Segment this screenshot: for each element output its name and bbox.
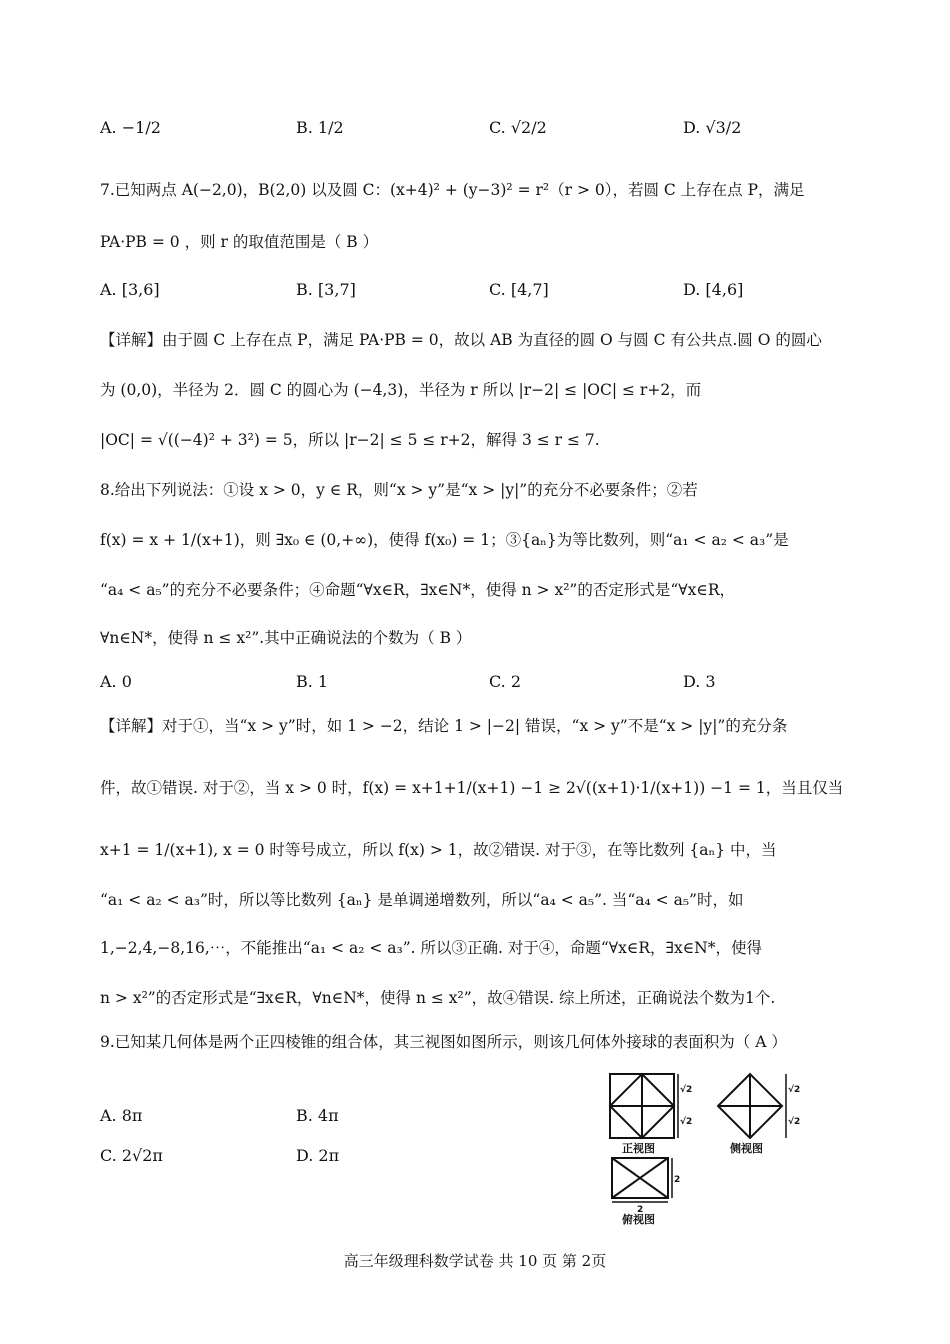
- side-view-drawing: [718, 1074, 786, 1138]
- top-dim-width: 2: [637, 1205, 644, 1215]
- q6-option-c: C. √2/2: [489, 118, 547, 137]
- top-view-label: 俯视图: [622, 1213, 655, 1226]
- page-footer: 高三年级理科数学试卷 共 10 页 第 2页: [343, 1252, 607, 1270]
- q8-stem-line1: 8.给出下列说法：①设 x > 0，y ∈ R，则“x > y”是“x > |y|”的充分不必要条件；②若: [100, 481, 698, 499]
- q9-option-c: C. 2√2π: [100, 1146, 163, 1165]
- q8-option-b: B. 1: [296, 672, 329, 691]
- q6-option-a: A. −1/2: [100, 118, 161, 137]
- side-dim-lower: √2: [788, 1117, 801, 1127]
- q7-option-c: C. [4,7]: [489, 280, 549, 299]
- top-view-drawing: [612, 1158, 672, 1202]
- q9-option-b: B. 4π: [296, 1106, 339, 1125]
- q8-stem-line3: “a₄ < a₅”的充分不必要条件；④命题“∀x∈R，∃x∈N*，使得 n > x²”的否定形式是“∀x∈R，: [100, 581, 735, 599]
- q8-detail-line5: 1,−2,4,−8,16,⋯，不能推出“a₁ < a₂ < a₃”. 所以③正确. 对于④，命题“∀x∈R，∃x∈N*，使得: [100, 939, 762, 957]
- q9-option-d: D. 2π: [296, 1146, 340, 1165]
- q8-option-d: D. 3: [683, 672, 716, 691]
- q7-detail-line3: |OC| = √((−4)² + 3²) = 5，所以 |r−2| ≤ 5 ≤ r+2，解得 3 ≤ r ≤ 7.: [100, 431, 600, 449]
- front-dim-upper: √2: [680, 1085, 693, 1095]
- q9-option-a: A. 8π: [100, 1106, 143, 1125]
- q8-detail-line1: 【详解】对于①，当“x > y”时，如 1 > −2，结论 1 > |−2| 错误，“x > y”不是“x > |y|”的充分条: [100, 717, 788, 735]
- three-view-figure: [600, 1066, 810, 1226]
- q8-detail-line6: n > x²”的否定形式是“∃x∈R，∀n∈N*，使得 n ≤ x²”，故④错误. 综上所述，正确说法个数为1个.: [100, 989, 776, 1007]
- q9-stem: 9.已知某几何体是两个正四棱锥的组合体，其三视图如图所示，则该几何体外接球的表面积为（ A ）: [100, 1033, 787, 1051]
- q8-stem-line2: f(x) = x + 1/(x+1)，则 ∃x₀ ∈ (0,+∞)，使得 f(x₀) = 1；③{aₙ}为等比数列，则“a₁ < a₂ < a₃”是: [100, 531, 789, 549]
- side-view-label: 侧视图: [730, 1142, 763, 1155]
- q8-detail-line2: 件，故①错误. 对于②，当 x > 0 时，f(x) = x+1+1/(x+1) −1 ≥ 2√((x+1)·1/(x+1)) −1 = 1，当且仅当: [100, 779, 844, 797]
- q8-stem-line4: ∀n∈N*，使得 n ≤ x²”.其中正确说法的个数为（ B ）: [100, 629, 472, 647]
- q7-stem-line1: 7.已知两点 A(−2,0)，B(2,0) 以及圆 C：(x+4)² + (y−3)² = r²（r > 0），若圆 C 上存在点 P，满足: [100, 181, 805, 199]
- front-view-drawing: [610, 1074, 678, 1138]
- q6-option-d: D. √3/2: [683, 118, 742, 137]
- front-dim-lower: √2: [680, 1117, 693, 1127]
- top-dim-height: 2: [674, 1175, 681, 1185]
- q8-option-c: C. 2: [489, 672, 522, 691]
- q7-detail-line2: 为 (0,0)，半径为 2．圆 C 的圆心为 (−4,3)，半径为 r 所以 |r−2| ≤ |OC| ≤ r+2，而: [100, 381, 702, 399]
- q6-option-b: B. 1/2: [296, 118, 344, 137]
- front-view-label: 正视图: [622, 1142, 655, 1155]
- q7-option-a: A. [3,6]: [100, 280, 160, 299]
- q7-option-d: D. [4,6]: [683, 280, 744, 299]
- q7-detail-line1: 【详解】由于圆 C 上存在点 P，满足 PA·PB = 0，故以 AB 为直径的圆 O 与圆 C 有公共点.圆 O 的圆心: [100, 331, 822, 349]
- q7-option-b: B. [3,7]: [296, 280, 356, 299]
- q8-detail-line3: x+1 = 1/(x+1), x = 0 时等号成立，所以 f(x) > 1，故②错误. 对于③，在等比数列 {aₙ} 中，当: [100, 841, 777, 859]
- side-dim-upper: √2: [788, 1085, 801, 1095]
- q8-detail-line4: “a₁ < a₂ < a₃”时，所以等比数列 {aₙ} 是单调递增数列，所以“a₄ < a₅”. 当“a₄ < a₅”时，如: [100, 891, 744, 909]
- q7-stem-line2: PA·PB = 0 ，则 r 的取值范围是（ B ）: [100, 233, 379, 251]
- q8-option-a: A. 0: [100, 672, 132, 691]
